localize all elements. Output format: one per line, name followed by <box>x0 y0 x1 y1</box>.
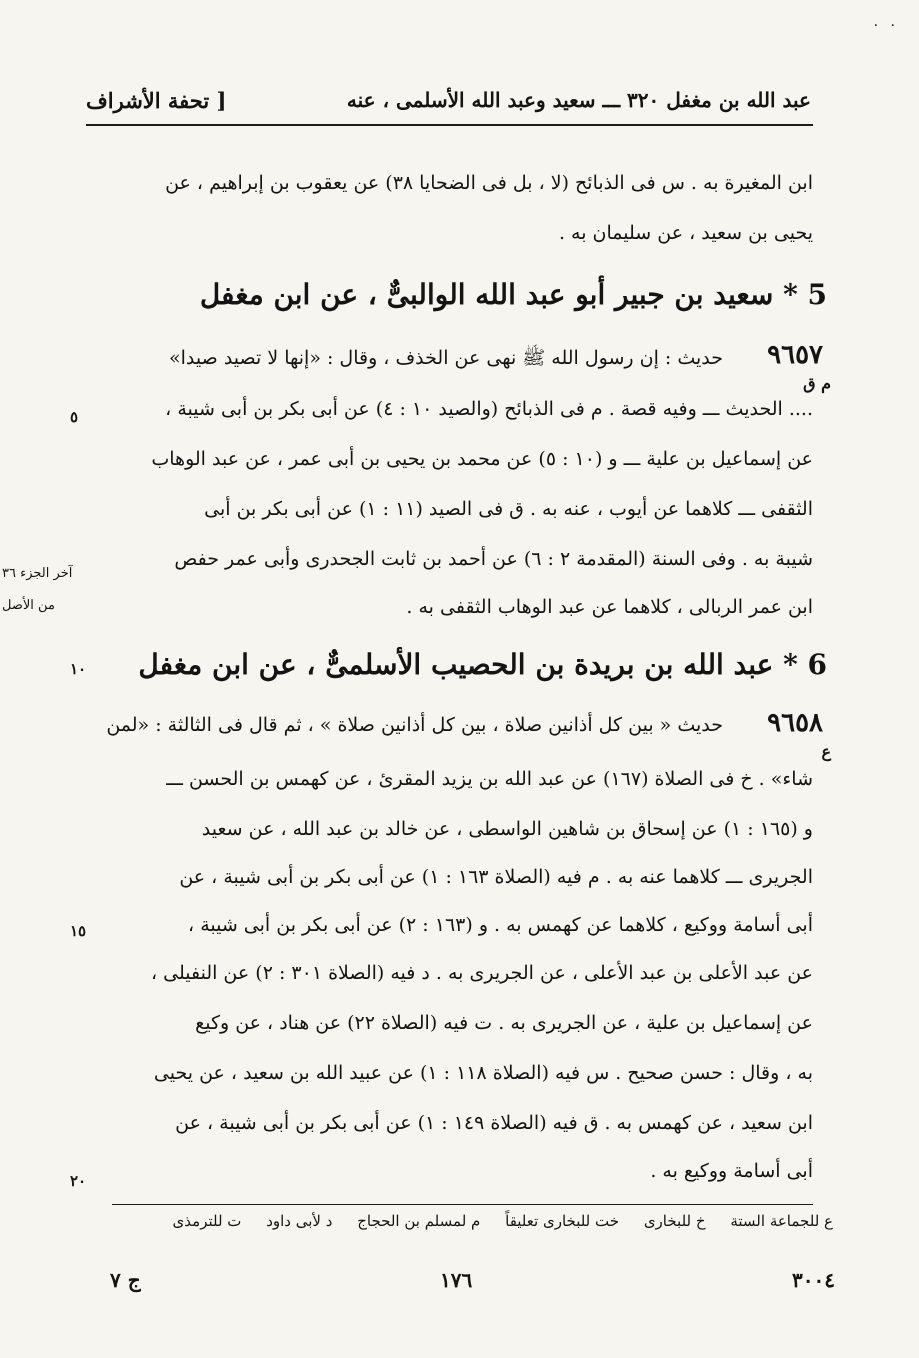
text-line: به ، وقال : حسن صحيح . س فيه (الصلاة ١١٨ : ١) عن عبيد الله بن سعيد ، عن يحيى <box>153 1062 813 1084</box>
margin-note: آخر الجزء ٣٦ <box>2 566 73 581</box>
abbrev: خت للبخارى تعليقاً <box>505 1212 620 1230</box>
header-rule <box>86 124 813 126</box>
text-line: الثقفى ـــ كلاهما عن أيوب ، عنه به . ق فى الصيد (١١ : ١) عن أبى بكر بن أبى <box>204 498 813 520</box>
line-number: ١٠ <box>70 660 87 678</box>
text-line: حديث : إن رسول الله ﷺ نهى عن الخذف ، وقال : «إنها لا تصيد صيدا» <box>169 347 723 369</box>
text-line: أبى أسامة ووكيع به . <box>650 1160 813 1182</box>
source-sigla: م ق <box>803 374 831 393</box>
text-line: شاء» . خ فى الصلاة (١٦٧) عن عبد الله بن يزيد المقرئ ، عن كهمس بن الحسن ـــ <box>166 768 813 790</box>
source-sigla: ع <box>821 742 831 761</box>
text-line: .... الحديث ـــ وفيه قصة . م فى الذبائح (والصيد ١٠ : ٤) عن أبى بكر بن أبى شيبة ، <box>165 398 813 420</box>
hadith-number: ٩٦٥٨ <box>767 708 823 738</box>
footnote-rule <box>112 1204 813 1205</box>
text-line: أبى أسامة ووكيع ، كلاهما عن كهمس به . و (١٦٣ : ٢) عن أبى بكر بن أبى شيبة ، <box>188 914 813 936</box>
footnote-abbreviations <box>96 1212 833 1230</box>
header-book-title: [ تحفة الأشراف <box>86 88 227 113</box>
page-number: ١٧٦ <box>440 1268 473 1292</box>
line-number: ٥ <box>70 408 79 426</box>
section-heading: 5 * سعيد بن جبير أبو عبد الله الوالبىٌّ ، عن ابن مغفل <box>199 278 827 311</box>
text-line: حديث « بين كل أذانين صلاة ، بين كل أذانين صلاة » ، ثم قال فى الثالثة : «لمن <box>106 714 723 736</box>
text-line: ابن سعيد ، عن كهمس به . ق فيه (الصلاة ١٤٩ : ١) عن أبى بكر بن أبى شيبة ، عن <box>175 1112 813 1134</box>
text-line: عن إسماعيل بن علية ـــ و (١٠ : ٥) عن محمد بن يحيى بن أبى عمر ، عن عبد الوهاب <box>151 448 813 470</box>
line-number: ١٥ <box>70 922 87 940</box>
running-header <box>86 82 811 122</box>
footer-signature: ٣٠٠٤ <box>792 1268 835 1292</box>
text-line: ابن عمر الربالى ، كلاهما عن عبد الوهاب الثقفى به . <box>406 596 813 618</box>
volume-number: ج ٧ <box>110 1268 141 1292</box>
abbrev: ع للجماعة الستة <box>730 1212 833 1230</box>
margin-note: من الأصل <box>2 598 55 613</box>
header-title: عبد الله بن مغفل ٣٢٠ ـــ سعيد وعبد الله الأسلمى ، عنه <box>346 88 811 112</box>
abbrev: د لأبى داود <box>266 1212 333 1230</box>
text-line: عن عبد الأعلى بن عبد الأعلى ، عن الجريرى به . د فيه (الصلاة ٣٠١ : ٢) عن النفيلى ، <box>150 962 813 984</box>
abbrev: ت للترمذى <box>172 1212 242 1230</box>
text-line: ابن المغيرة به . س فى الذبائح (لا ، بل فى الضحايا ٣٨) عن يعقوب بن إبراهيم ، عن <box>165 172 813 194</box>
text-line: عن إسماعيل بن علية ، عن الجريرى به . ت فيه (الصلاة ٢٢) عن هناد ، عن وكيع <box>195 1012 813 1034</box>
line-number: ٢٠ <box>70 1172 87 1190</box>
text-line: يحيى بن سعيد ، عن سليمان به . <box>558 222 813 244</box>
text-line: شيبة به . وفى السنة (المقدمة ٢ : ٦) عن أحمد بن ثابت الجحدرى وأبى عمر حفص <box>174 548 813 570</box>
section-heading: 6 * عبد الله بن بريدة بن الحصيب الأسلمىٌّ ، عن ابن مغفل <box>138 648 827 681</box>
text-line: و (١٦٥ : ١) عن إسحاق بن شاهين الواسطى ، عن خالد بن عبد الله ، عن سعيد <box>201 818 813 840</box>
text-line: الجريرى ـــ كلاهما عنه به . م فيه (الصلاة ١٦٣ : ١) عن أبى بكر بن أبى شيبة ، عن <box>179 866 813 888</box>
document-page: · · عبد الله بن مغفل ٣٢٠ ـــ سعيد وعبد الله الأسلمى ، عنه [ تحفة الأشراف ابن المغيرة به . س فى الذبائح (لا ، بل فى الضحايا ٣٨) عن يعقوب بن إبراهيم ، عن يحيى بن سعيد ، عن سليمان به . 5 * سعيد بن جبير أبو عبد الله الوالبىٌّ ، عن ابن مغفل ٩٦٥٧ حديث : إن رسول الله ﷺ نهى عن الخذف ، وقال : «إنها لا تصيد صيدا» م ق .... الحديث ـــ وفيه قصة . م فى الذبائح (والصيد ١٠ : ٤) عن أبى بكر بن أبى شيبة ، عن إسماعيل بن علية ـــ و (١٠ : ٥) عن محمد بن يحيى بن أبى عمر ، عن عبد الوهاب الثقفى ـــ كلاهما عن أيوب ، عنه به . ق فى الصيد (١١ : ١) عن أبى بكر بن أبى شيبة به . وفى السنة (المقدمة ٢ : ٦) عن أحمد بن ثابت الجحدرى وأبى عمر حفص ابن عمر الربالى ، كلاهما عن عبد الوهاب الثقفى به . آخر الجزء ٣٦ من الأصل 6 * عبد الله بن بريدة بن الحصيب الأسلمىٌّ ، عن ابن مغفل ٩٦٥٨ حديث « بين كل أذانين صلاة ، بين كل أذانين صلاة » ، ثم قال فى الثالثة : «لمن ع شاء» . خ فى الصلاة (١٦٧) عن عبد الله بن يزيد المقرئ ، عن كهمس بن الحسن ـــ و (١٦٥ : ١) عن إسحاق بن شاهين الواسطى ، عن خالد بن عبد الله ، عن سعيد الجريرى ـــ كلاهما عنه به . م فيه (الصلاة ١٦٣ : ١) عن أبى بكر بن أبى شيبة ، عن أبى أسامة ووكيع ، كلاهما عن كهمس به . و (١٦٣ : ٢) عن أبى بكر بن أبى شيبة ، عن عبد الأعلى بن عبد الأعلى ، عن الجريرى به . د فيه (الصلاة ٣٠١ : ٢) عن النفيلى ، عن إسماعيل بن علية ، عن الجريرى به . ت فيه (الصلاة ٢٢) عن هناد ، عن وكيع به ، وقال : حسن صحيح . س فيه (الصلاة ١١٨ : ١) عن عبيد الله بن سعيد ، عن يحيى ابن سعيد ، عن كهمس به . ق فيه (الصلاة ١٤٩ : ١) عن أبى بكر بن أبى شيبة ، عن أبى أسامة ووكيع به . ٥ ١٠ ١٥ ٢٠ ع للجماعة الستة خ للبخارى خت للبخارى تعليقاً م لمسلم بن الحجاج د لأبى داود ت للترمذى ٣٠٠٤ ١٧٦ ج ٧ <box>2 18 899 1292</box>
hadith-number: ٩٦٥٧ <box>767 340 823 370</box>
abbrev: م لمسلم بن الحجاج <box>357 1212 481 1230</box>
abbrev: خ للبخارى <box>643 1212 706 1230</box>
